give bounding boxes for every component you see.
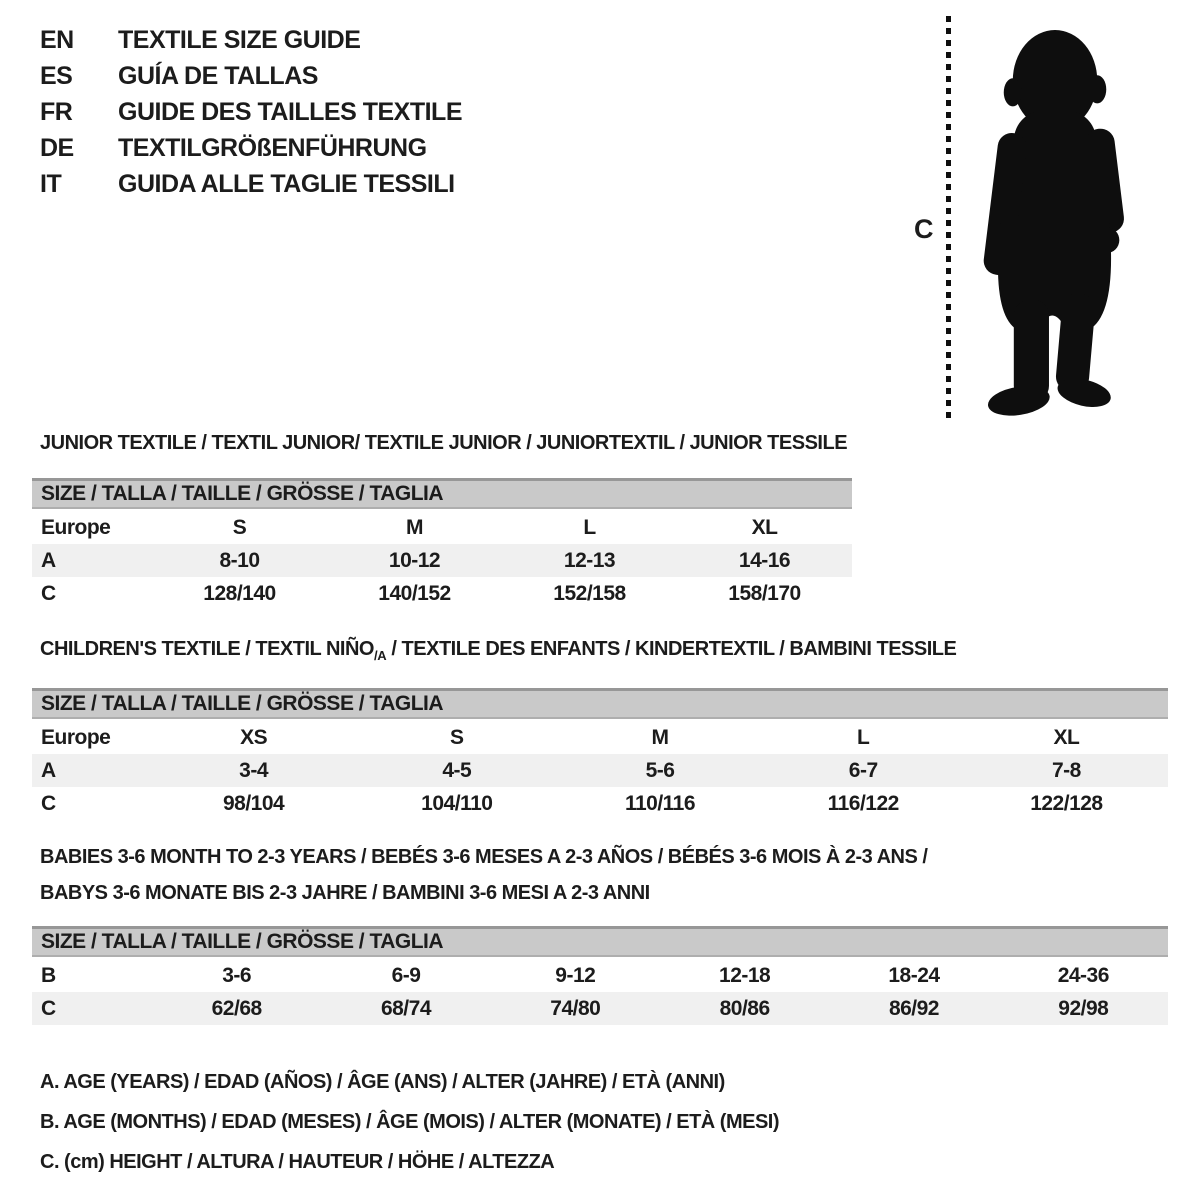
legend-age-years: A. AGE (YEARS) / EDAD (AÑOS) / ÂGE (ANS) / ALTER (JAHRE) / ETÀ (ANNI) [40, 1071, 725, 1093]
junior-section-title: JUNIOR TEXTILE / TEXTIL JUNIOR/ TEXTILE JUNIOR / JUNIORTEXTIL / JUNIOR TESSILE [40, 432, 848, 454]
height-measure-figure [0, 0, 1200, 430]
height-cell: 86/92 [888, 996, 939, 1020]
age-cell: 7-8 [1051, 758, 1081, 782]
language-code: FR [40, 97, 73, 126]
height-cell: 152/158 [553, 581, 626, 605]
table-row-europe [32, 721, 1168, 754]
height-cell: 62/68 [211, 996, 262, 1020]
language-code: IT [40, 169, 62, 198]
size-cell: M [406, 515, 423, 539]
months-cell: 6-9 [391, 963, 421, 987]
height-measure-label: C [914, 214, 933, 244]
row-label: A [41, 758, 56, 782]
guide-title-en: TEXTILE SIZE GUIDE [118, 25, 361, 54]
months-cell: 3-6 [222, 963, 252, 987]
toddler-silhouette-icon [964, 20, 1142, 420]
size-cell: S [232, 515, 247, 539]
months-cell: 12-18 [719, 963, 771, 987]
table-row-months [32, 959, 1168, 992]
guide-title-it: GUIDA ALLE TAGLIE TESSILI [118, 169, 455, 198]
guide-title-es: GUÍA DE TALLAS [118, 61, 318, 90]
height-cell: 80/86 [719, 996, 770, 1020]
height-cell: 128/140 [203, 581, 276, 605]
guide-title-de: TEXTILGRÖßENFÜHRUNG [118, 133, 427, 162]
age-cell: 4-5 [442, 758, 472, 782]
months-cell: 18-24 [888, 963, 940, 987]
height-dashed-line [946, 16, 951, 418]
junior-size-table [32, 478, 852, 610]
size-header-text: SIZE / TALLA / TAILLE / GRÖSSE / TAGLIA [41, 692, 444, 715]
table-row-europe [32, 511, 852, 544]
legend [40, 1062, 779, 1182]
legend-height-cm: C. (cm) HEIGHT / ALTURA / HAUTEUR / HÖHE / ALTEZZA [40, 1151, 555, 1173]
size-header-bar [32, 688, 1168, 719]
height-cell: 92/98 [1058, 996, 1109, 1020]
size-header-bar [32, 926, 1168, 957]
height-cell: 140/152 [378, 581, 451, 605]
babies-section-title-line1: BABIES 3-6 MONTH TO 2-3 YEARS / BEBÉS 3-6 MESES A 2-3 AÑOS / BÉBÉS 3-6 MOIS À 2-3 ANS / [40, 846, 928, 868]
table-row-height [32, 577, 852, 610]
height-cell: 68/74 [380, 996, 432, 1020]
children-title-suffix: / TEXTILE DES ENFANTS / KINDERTEXTIL / BAMBINI TESSILE [386, 638, 957, 660]
row-label: C [41, 996, 56, 1020]
language-code: DE [40, 133, 74, 162]
children-section-title [40, 638, 956, 663]
size-cell: L [583, 515, 596, 539]
table-row-age [32, 754, 1168, 787]
age-cell: 14-16 [738, 548, 791, 572]
size-header-bar [32, 478, 852, 509]
height-cell: 110/116 [624, 791, 696, 815]
height-cell: 104/110 [421, 791, 493, 815]
age-cell: 12-13 [563, 548, 616, 572]
babies-section-title-line2: BABYS 3-6 MONATE BIS 2-3 JAHRE / BAMBINI 3-6 MESI A 2-3 ANNI [40, 882, 650, 904]
row-label: C [41, 581, 56, 605]
children-size-table [32, 688, 1168, 820]
size-header-text: SIZE / TALLA / TAILLE / GRÖSSE / TAGLIA [41, 482, 444, 505]
height-cell: 158/170 [728, 581, 801, 605]
language-code: EN [40, 25, 74, 54]
legend-age-months: B. AGE (MONTHS) / EDAD (MESES) / ÂGE (MOIS) / ALTER (MONATE) / ETÀ (MESI) [40, 1111, 780, 1133]
age-cell: 6-7 [848, 758, 878, 782]
height-cell: 116/122 [827, 791, 899, 815]
row-label: Europe [41, 725, 111, 749]
guide-title-fr: GUIDE DES TAILLES TEXTILE [118, 97, 463, 126]
height-cell: 74/80 [550, 996, 601, 1020]
babies-size-table [32, 926, 1168, 1025]
age-cell: 3-4 [239, 758, 269, 782]
size-header-text: SIZE / TALLA / TAILLE / GRÖSSE / TAGLIA [41, 930, 444, 953]
size-cell: XS [240, 725, 268, 749]
table-row-height [32, 992, 1168, 1025]
size-cell: XL [751, 515, 778, 539]
table-row-height [32, 787, 1168, 820]
months-cell: 9-12 [555, 963, 596, 987]
height-cell: 122/128 [1030, 791, 1103, 815]
size-cell: XL [1053, 725, 1080, 749]
children-title-subscript: /A [373, 648, 387, 663]
months-cell: 24-36 [1057, 963, 1109, 987]
row-label: C [41, 791, 56, 815]
row-label: A [41, 548, 56, 572]
age-cell: 5-6 [645, 758, 675, 782]
table-row-age [32, 544, 852, 577]
row-label: Europe [41, 515, 111, 539]
age-cell: 10-12 [388, 548, 441, 572]
size-cell: S [450, 725, 464, 749]
age-cell: 8-10 [219, 548, 260, 572]
size-cell: L [857, 725, 870, 749]
row-label: B [41, 963, 56, 987]
children-title-prefix: CHILDREN'S TEXTILE / TEXTIL NIÑO [40, 638, 374, 660]
language-code: ES [40, 61, 73, 90]
size-cell: M [651, 725, 669, 749]
height-cell: 98/104 [222, 791, 285, 815]
